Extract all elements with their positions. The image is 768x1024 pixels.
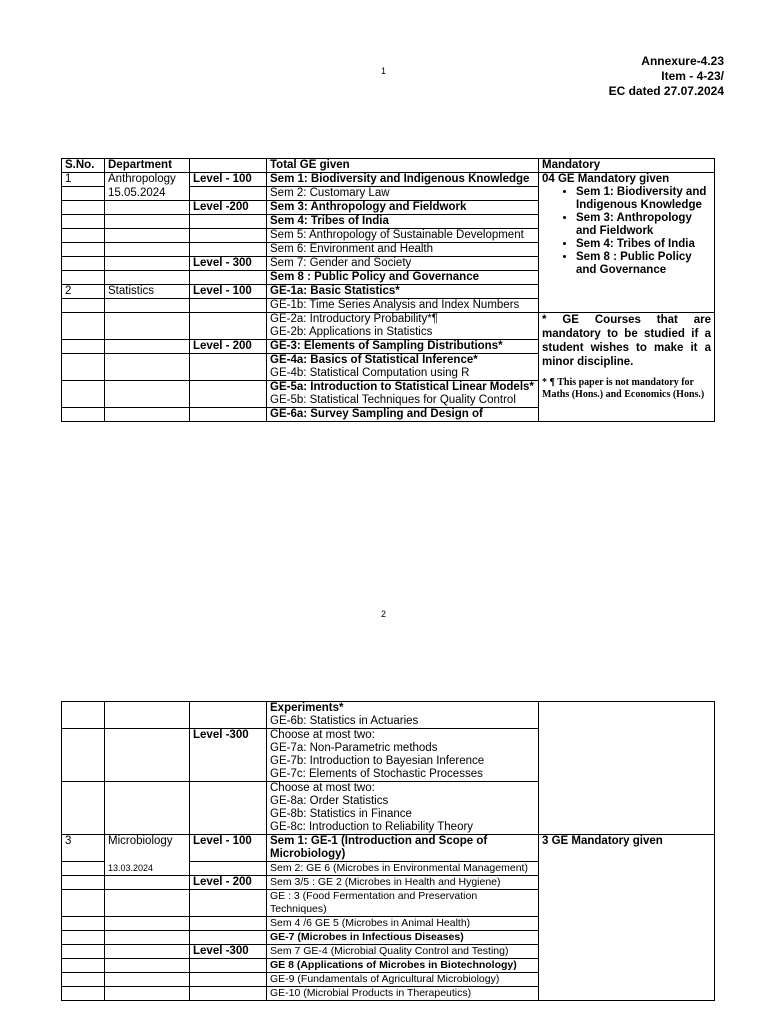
- course-line: GE-5a: Introduction to Statistical Linear Models*: [270, 381, 534, 393]
- ec-date-label: EC dated 27.07.2024: [608, 84, 724, 98]
- course-line: GE-7b: Introduction to Bayesian Inference: [270, 755, 485, 767]
- course-cell: Sem 2: Customary Law: [267, 187, 539, 201]
- course-cell: Sem 3: Anthropology and Fieldwork: [267, 201, 539, 215]
- course-line: Choose at most two:: [270, 782, 375, 794]
- table-header-row: [62, 159, 715, 173]
- header-mandatory: Mandatory: [539, 159, 715, 173]
- course-cell: Sem 6: Environment and Health: [267, 243, 539, 257]
- course-cell: Sem 1: Biodiversity and Indigenous Knowledge: [267, 173, 539, 187]
- course-cell: GE-1b: Time Series Analysis and Index Numbers: [267, 299, 539, 313]
- mandatory-note-cell: [539, 313, 715, 422]
- course-line: GE-7a: Non-Parametric methods: [270, 742, 438, 754]
- course-cell: Sem 4: Tribes of India: [267, 215, 539, 229]
- course-line: GE-6b: Statistics in Actuaries: [270, 715, 419, 727]
- level-cell: Level - 200: [190, 340, 267, 354]
- level-cell: Level -300: [190, 729, 267, 782]
- mandatory-item: • Sem 1: Biodiversity and Indigenous Knowledge: [576, 186, 711, 212]
- course-cell: GE-9 (Fundamentals of Agricultural Microbiology): [267, 973, 539, 987]
- level-cell: Level - 100: [190, 835, 267, 862]
- exception-note: * ¶ This paper is not mandatory for Maths (Hons.) and Economics (Hons.): [542, 377, 705, 400]
- table-row: [62, 313, 715, 340]
- mandatory-item: • Sem 8 : Public Policy and Governance: [576, 251, 711, 277]
- department-cell: Microbiology: [105, 835, 190, 862]
- level-cell: Level -200: [190, 201, 267, 215]
- course-line: Choose at most two:: [270, 729, 375, 741]
- course-line: GE-7c: Elements of Stochastic Processes: [270, 768, 483, 780]
- sno-cell: 2: [62, 285, 105, 299]
- department-cell: Statistics: [105, 285, 190, 299]
- course-line: GE-2a: Introductory Probability*¶: [270, 313, 438, 325]
- course-line: GE-8a: Order Statistics: [270, 795, 389, 807]
- mandatory-note: * GE Courses that are mandatory to be studied if a student wishes to make it a minor discipline.: [542, 314, 711, 368]
- course-cell: GE : 3 (Food Fermentation and Preservation Techniques): [267, 890, 539, 917]
- mandatory-cell: 3 GE Mandatory given: [539, 835, 715, 1001]
- course-cell: Sem 7 GE-4 (Microbial Quality Control and Testing): [267, 945, 539, 959]
- course-cell: GE-6a: Survey Sampling and Design of: [267, 408, 539, 422]
- course-cell: [267, 729, 539, 782]
- level-cell: Level - 100: [190, 173, 267, 187]
- level-cell: Level - 200: [190, 876, 267, 890]
- course-line: GE-8b: Statistics in Finance: [270, 808, 412, 820]
- course-cell: [267, 702, 539, 729]
- department-cell: Anthropology: [105, 173, 190, 187]
- course-cell: Sem 5: Anthropology of Sustainable Development: [267, 229, 539, 243]
- table-row: [62, 702, 715, 729]
- mandatory-cell: [539, 702, 715, 835]
- course-cell: GE-10 (Microbial Products in Therapeutics): [267, 987, 539, 1001]
- mandatory-item: • Sem 4: Tribes of India: [576, 238, 711, 251]
- sno-cell: 1: [62, 173, 105, 187]
- level-cell: Level - 300: [190, 257, 267, 271]
- header-level: [190, 159, 267, 173]
- course-cell: Sem 3/5 : GE 2 (Microbes in Health and Hygiene): [267, 876, 539, 890]
- mandatory-cell: [539, 173, 715, 313]
- header-department: Department: [105, 159, 190, 173]
- course-cell: [267, 381, 539, 408]
- level-cell: Level - 100: [190, 285, 267, 299]
- page-number: 2: [381, 609, 387, 619]
- course-line: GE-2b: Applications in Statistics: [270, 326, 433, 338]
- annexure-label: Annexure-4.23: [641, 54, 724, 68]
- course-line: GE-4b: Statistical Computation using R: [270, 367, 470, 379]
- course-cell: GE-3: Elements of Sampling Distributions*: [267, 340, 539, 354]
- course-cell: Sem 7: Gender and Society: [267, 257, 539, 271]
- course-cell: GE-7 (Microbes in Infectious Diseases): [267, 931, 539, 945]
- course-cell: GE 8 (Applications of Microbes in Biotechnology): [267, 959, 539, 973]
- ge-table-page-2: [61, 701, 715, 1001]
- course-line: GE-4a: Basics of Statistical Inference*: [270, 354, 478, 366]
- course-cell: [267, 354, 539, 381]
- course-cell: GE-1a: Basic Statistics*: [267, 285, 539, 299]
- course-cell: Sem 8 : Public Policy and Governance: [267, 271, 539, 285]
- item-label: Item - 4-23/: [661, 69, 724, 83]
- sno-cell: 3: [62, 835, 105, 862]
- level-cell: Level -300: [190, 945, 267, 959]
- course-cell: [267, 782, 539, 835]
- annexure-heading: [609, 54, 724, 99]
- course-line: GE-5b: Statistical Techniques for Quality Control: [270, 394, 516, 406]
- course-cell: [267, 313, 539, 340]
- table-row: [62, 835, 715, 862]
- course-cell: Sem 1: GE-1 (Introduction and Scope of Microbiology): [267, 835, 539, 862]
- ge-table-page-1: [61, 158, 715, 422]
- date-cell: 13.03.2024: [105, 862, 190, 876]
- course-line: Experiments*: [270, 702, 344, 714]
- mandatory-title: 04 GE Mandatory given: [542, 173, 670, 185]
- page-number: 1: [381, 66, 387, 76]
- mandatory-list: [542, 186, 711, 277]
- mandatory-item: • Sem 3: Anthropology and Fieldwork: [576, 212, 711, 238]
- table-row: [62, 173, 715, 187]
- course-line: GE-8c: Introduction to Reliability Theory: [270, 821, 474, 833]
- course-cell: Sem 4 /6 GE 5 (Microbes in Animal Health): [267, 917, 539, 931]
- header-sno: S.No.: [62, 159, 105, 173]
- course-cell: Sem 2: GE 6 (Microbes in Environmental Management): [267, 862, 539, 876]
- date-cell: 15.05.2024: [105, 187, 190, 201]
- header-total-ge: Total GE given: [267, 159, 539, 173]
